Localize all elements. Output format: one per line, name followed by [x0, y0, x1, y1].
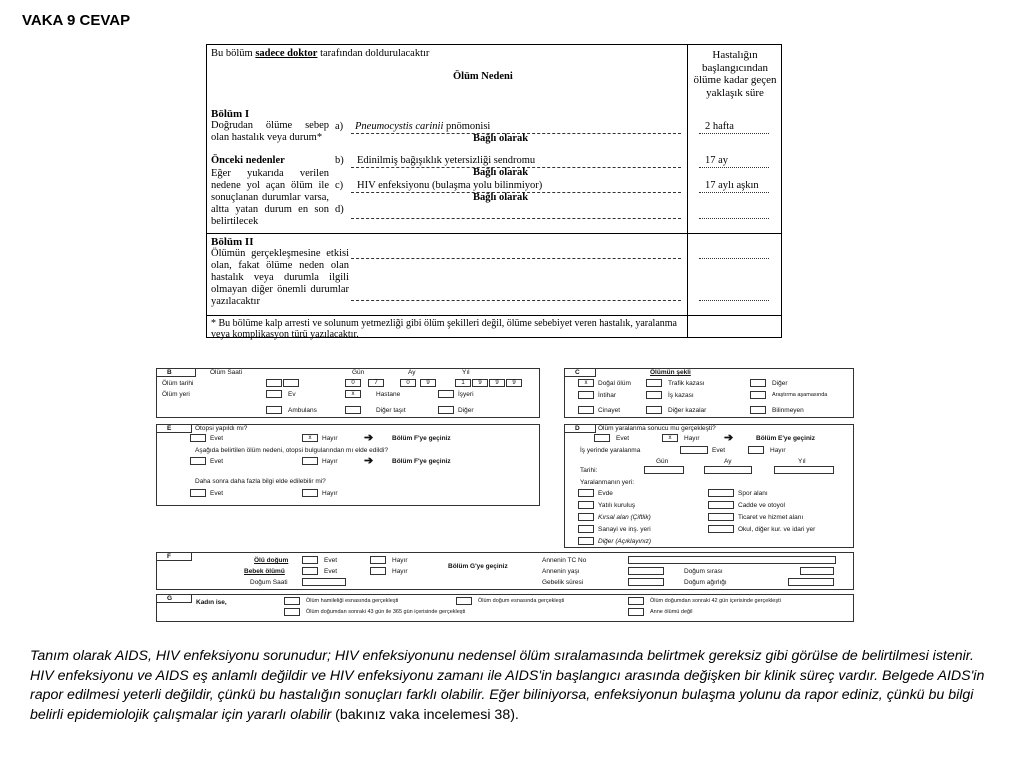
intihar-checkbox[interactable] — [578, 391, 594, 399]
isyeri-checkbox[interactable] — [438, 390, 454, 398]
ev-label: Ev — [288, 391, 296, 398]
line-a-letter: a) — [335, 121, 344, 132]
bulgu-hayir-label: Hayır — [322, 458, 338, 465]
gebelik-label: Gebelik süresi — [542, 579, 584, 586]
arrow-right-icon: ➔ — [364, 432, 374, 444]
duration-b: 17 ay — [705, 155, 729, 166]
bulgu-evet-label: Evet — [210, 458, 224, 465]
sanayi-checkbox[interactable] — [578, 525, 594, 533]
previous-causes-label: Önceki nedenler — [211, 155, 285, 166]
yaralanma-evet-checkbox[interactable] — [594, 434, 610, 442]
dogum-sirasi-box[interactable] — [800, 567, 834, 575]
section-c-letter: C — [564, 368, 596, 377]
yaralanma-hayir-label: Hayır — [684, 435, 700, 442]
olu-dogum-evet-checkbox[interactable] — [302, 556, 318, 564]
line-c-letter: c) — [335, 180, 344, 191]
sonraki-42-label: Ölüm doğumdan sonraki 42 gün içerisinde gerçekleşti — [650, 598, 781, 604]
is-yerinde-label: İş yerinde yaralanma — [580, 447, 641, 454]
hamilelik-label: Ölüm hamileliği esnasında gerçekleşti — [306, 598, 399, 604]
is-yerinde-evet-label: Evet — [712, 447, 726, 454]
anne-olumu-degil-checkbox[interactable] — [628, 608, 644, 616]
is-yerinde-evet-checkbox[interactable] — [680, 446, 708, 454]
fazla-hayir-checkbox[interactable] — [302, 489, 318, 497]
fazla-hayir-label: Hayır — [322, 490, 338, 497]
otopsi-hayir-label: Hayır — [322, 435, 338, 442]
section-e-letter: E — [156, 424, 192, 433]
ticaret-checkbox[interactable] — [708, 513, 734, 521]
arastirma-label: Araştırma aşamasında — [772, 392, 828, 398]
fazla-evet-label: Evet — [210, 490, 224, 497]
line-c-cause: HIV enfeksiyonu (bulaşma yolu bilinmiyor) — [357, 180, 543, 191]
arrow-right-icon: ➔ — [724, 432, 734, 444]
sonraki-43-365-checkbox[interactable] — [284, 608, 300, 616]
sonraki-43-365-label: Ölüm doğumdan sonraki 43 gün ile 365 gün içerisinde gerçekleşti — [306, 609, 466, 615]
arrow-right-icon: ➔ — [364, 455, 374, 467]
olu-dogum-hayir-checkbox[interactable] — [370, 556, 386, 564]
yaralanma-gun-box[interactable] — [644, 466, 684, 474]
duration-column-header: Hastalığın başlangıcından ölüme kadar geçen yaklaşık süre — [693, 49, 777, 99]
death-cause-certificate — [206, 44, 782, 338]
explanation-italic: Tanım olarak AIDS, HIV enfeksiyonu sorunudur; HIV enfeksiyonunu nedensel ölüm sıralamasında belirtmek gereksiz gibi görülse de belirtilmesi istenir. HIV enfeksiyonu ve AIDS eş anlamlı değildir ve HIV enfeksiyonu zamanı ile AIDS'in başlangıcı arasında değişken bir klinik süreç vardır. Belgede AIDS'in rapor edilmesi yeterli değildir, çünkü bu hastalığın sonuçları farklı olabilir. Eğer biliniyorsa, enfeksiyonun bulaşma yolunu da rapor ediniz, çünkü bu bilgi belirli epidemiolojik çalışmalar için yararlı olabilir — [30, 648, 985, 723]
ambulans-label: Ambulans — [288, 407, 317, 414]
okul-checkbox[interactable] — [708, 525, 734, 533]
explanation-paragraph — [30, 647, 990, 725]
duration-c: 17 aylı aşkın — [705, 180, 759, 191]
trafik-label: Trafik kazası — [668, 380, 705, 387]
date-digit-box[interactable]: 9 — [420, 379, 436, 387]
evde-checkbox[interactable] — [578, 489, 594, 497]
bulgu-evet-checkbox[interactable] — [190, 457, 206, 465]
hamilelik-checkbox[interactable] — [284, 597, 300, 605]
olum-yeri-label: Ölüm yeri — [162, 391, 190, 398]
previous-causes-description: Eğer yukarıda verilen nedene yol açan ölüm ile sonuçlanan durumlar varsa, altta yatan durum en son belirtilecek — [211, 168, 329, 227]
anne-olumu-degil-label: Anne ölümü değil — [650, 609, 693, 615]
section-g-letter: G — [156, 594, 192, 603]
bilinmeyen-checkbox[interactable] — [750, 406, 766, 414]
diger-tasit-label: Diğer taşıt — [376, 407, 406, 414]
olum-tarihi-label: Ölüm tarihi — [162, 380, 194, 387]
cinayet-label: Cinayet — [598, 407, 621, 414]
part2-description: Ölümün gerçekleşmesine etkisi olan, fakat ölüme neden olan hastalık veya durumla ilgili olmayan diğer önemli durumlar yazılacaktır — [211, 248, 349, 307]
daha-fazla-question: Daha sonra daha fazla bilgi elde edilebilir mi? — [195, 478, 326, 485]
otopsi-evet-checkbox[interactable] — [190, 434, 206, 442]
diger-yer-label: Diğer — [458, 407, 474, 414]
yatili-label: Yatılı kuruluş — [598, 502, 636, 509]
goto-f-label: Bölüm F'ye geçiniz — [392, 435, 451, 442]
okul-label: Okul, diğer kur. ve idari yer — [738, 526, 816, 533]
section-f-letter: F — [156, 552, 192, 561]
certificate-intro: Bu bölüm sadece doktor tarafından doldurulacaktır — [211, 48, 430, 59]
goto-f-label: Bölüm F'ye geçiniz — [392, 458, 451, 465]
part1-description: Doğrudan ölüme sebep olan hastalık veya durum* — [211, 120, 329, 143]
ay-label: Ay — [408, 369, 416, 376]
intihar-label: İntihar — [598, 392, 617, 399]
part2-title: Bölüm II — [211, 236, 254, 248]
duration-c-rule — [699, 192, 769, 193]
diger-kazalar-label: Diğer kazalar — [668, 407, 707, 414]
hastane-label: Hastane — [376, 391, 401, 398]
gun-label: Gün — [352, 369, 365, 376]
sonraki-42-checkbox[interactable] — [628, 597, 644, 605]
line-a-cause: Pneumocystis carinii pnömonisi — [355, 121, 491, 132]
cinayet-checkbox[interactable] — [578, 406, 594, 414]
section-d-letter: D — [564, 424, 596, 433]
yaralanma-ay-box[interactable] — [704, 466, 752, 474]
part2-duration-rule-1 — [699, 258, 769, 259]
date-digit-box[interactable]: 0 — [400, 379, 416, 387]
yaralanma-question: Ölüm yaralanma sonucu mu gerçekleşti? — [598, 425, 716, 432]
saat-box-2[interactable] — [283, 379, 299, 387]
anne-tc-box[interactable] — [628, 556, 836, 564]
line-b-letter: b) — [335, 155, 344, 166]
line-d-letter: d) — [335, 204, 344, 215]
yaralanma-yeri-label: Yaralanmanın yeri: — [580, 479, 635, 486]
dogum-agirligi-label: Doğum ağırlığı — [684, 579, 727, 586]
part-divider — [207, 233, 781, 234]
anne-yasi-box[interactable] — [628, 567, 664, 575]
dogum-esnasi-label: Ölüm doğum esnasında gerçekleşti — [478, 598, 565, 604]
sanayi-label: Sanayi ve inş. yeri — [598, 526, 651, 533]
diger-tasit-checkbox[interactable] — [345, 406, 361, 414]
bebek-hayir-checkbox[interactable] — [370, 567, 386, 575]
arastirma-checkbox[interactable] — [750, 391, 766, 399]
goto-g-label: Bölüm G'ye geçiniz — [448, 563, 508, 570]
diger-sekil-checkbox[interactable] — [750, 379, 766, 387]
olumun-sekli-label: Ölümün şekli — [650, 369, 691, 376]
part1-title: Bölüm I — [211, 108, 250, 120]
goto-e-label: Bölüm E'ye geçiniz — [756, 435, 815, 442]
kadin-ise-label: Kadın ise, — [196, 599, 227, 606]
otopsi-hayir-checkbox[interactable]: x — [302, 434, 318, 442]
ambulans-checkbox[interactable] — [266, 406, 282, 414]
bagli-olarak-1: Bağlı olarak — [473, 133, 529, 144]
trafik-checkbox[interactable] — [646, 379, 662, 387]
bilinmeyen-label: Bilinmeyen — [772, 407, 804, 414]
yaralanma-hayir-checkbox[interactable]: x — [662, 434, 678, 442]
anne-yasi-label: Annenin yaşı — [542, 568, 580, 575]
date-digit-box[interactable]: 7 — [368, 379, 384, 387]
cadde-label: Cadde ve otoyol — [738, 502, 785, 509]
date-digit-box[interactable]: 9 — [489, 379, 505, 387]
bebek-evet-checkbox[interactable] — [302, 567, 318, 575]
saat-box-1[interactable] — [266, 379, 282, 387]
bulgu-hayir-checkbox[interactable] — [302, 457, 318, 465]
olu-dogum-hayir-label: Hayır — [392, 557, 408, 564]
kirsal-label: Kırsal alan (Çiftlik) — [598, 514, 651, 521]
tarihi-label: Tarihi: — [580, 467, 598, 474]
dogum-saati-label: Doğum Saati — [250, 579, 288, 586]
part2-rule-1 — [351, 258, 681, 259]
yaralanma-yil-box[interactable] — [774, 466, 834, 474]
diger-yer-d-label: Diğer (Açıklayınız) — [598, 538, 652, 545]
diger-kazalar-checkbox[interactable] — [646, 406, 662, 414]
page-title: VAKA 9 CEVAP — [22, 12, 131, 29]
yil-label: Yıl — [462, 369, 470, 376]
footnote-divider — [207, 315, 781, 316]
fazla-evet-checkbox[interactable] — [190, 489, 206, 497]
line-d-rule — [351, 218, 681, 219]
spor-label: Spor alanı — [738, 490, 768, 497]
bebek-olumu-label: Bebek ölümü — [244, 568, 285, 575]
date-digit-box[interactable]: 1 — [455, 379, 471, 387]
otopsi-evet-label: Evet — [210, 435, 224, 442]
is-kazasi-checkbox[interactable] — [646, 391, 662, 399]
dogal-olum-label: Doğal ölüm — [598, 380, 631, 387]
olu-dogum-label: Ölü doğum — [254, 557, 289, 564]
diger-yer-checkbox[interactable] — [438, 406, 454, 414]
is-yerinde-hayir-checkbox[interactable] — [748, 446, 764, 454]
olum-saati-label: Ölüm Saati — [210, 369, 243, 376]
section-b-letter: B — [156, 368, 196, 377]
spor-checkbox[interactable] — [708, 489, 734, 497]
isyeri-label: İşyeri — [458, 391, 474, 398]
duration-a-rule — [699, 133, 769, 134]
duration-b-rule — [699, 167, 769, 168]
otopsi-bulgu-question: Aşağıda belirtilen ölüm nedeni, otopsi bulgularından mı elde edildi? — [195, 447, 388, 454]
cadde-checkbox[interactable] — [708, 501, 734, 509]
hastane-checkbox[interactable]: x — [345, 390, 361, 398]
duration-a: 2 hafta — [705, 121, 734, 132]
bebek-hayir-label: Hayır — [392, 568, 408, 575]
certificate-footnote: * Bu bölüme kalp arresti ve solunum yetmezliği gibi ölüm şekilleri değil, ölüme sebebiyet veren hastalık, yaralanma veya komplikasyon türü yazılacaktır. — [211, 318, 677, 340]
bagli-olarak-3: Bağlı olarak — [473, 192, 529, 203]
yatili-checkbox[interactable] — [578, 501, 594, 509]
evde-label: Evde — [598, 490, 613, 497]
yaralanma-evet-label: Evet — [616, 435, 630, 442]
bebek-evet-label: Evet — [324, 568, 338, 575]
yaralanma-yil-label: Yıl — [798, 458, 806, 465]
dogum-esnasi-checkbox[interactable] — [456, 597, 472, 605]
dogum-sirasi-label: Doğum sırası — [684, 568, 723, 575]
explanation-reference: (bakınız vaka incelemesi 38). — [331, 706, 519, 723]
certificate-heading: Ölüm Nedeni — [453, 71, 513, 82]
olu-dogum-evet-label: Evet — [324, 557, 338, 564]
is-yerinde-hayir-label: Hayır — [770, 447, 786, 454]
date-digit-box[interactable]: 9 — [472, 379, 488, 387]
dogal-olum-checkbox[interactable]: x — [578, 379, 594, 387]
anne-tc-label: Annenin TC No — [542, 557, 587, 564]
kirsal-checkbox[interactable] — [578, 513, 594, 521]
date-digit-box[interactable]: 9 — [506, 379, 522, 387]
line-b-cause: Edinilmiş bağışıklık yetersizliği sendromu — [357, 155, 536, 166]
part2-rule-2 — [351, 300, 681, 301]
date-digit-box[interactable]: 0 — [345, 379, 361, 387]
dogum-saati-box[interactable] — [302, 578, 346, 586]
ev-checkbox[interactable] — [266, 390, 282, 398]
gebelik-box[interactable] — [628, 578, 664, 586]
bagli-olarak-2: Bağlı olarak — [473, 167, 529, 178]
diger-yer-d-checkbox[interactable] — [578, 537, 594, 545]
yaralanma-gun-label: Gün — [656, 458, 669, 465]
ticaret-label: Ticaret ve hizmet alanı — [738, 514, 804, 521]
dogum-agirligi-box[interactable] — [788, 578, 834, 586]
part2-duration-rule-2 — [699, 300, 769, 301]
diger-sekil-label: Diğer — [772, 380, 788, 387]
duration-d-rule — [699, 218, 769, 219]
otopsi-question: Otopsi yapıldı mı? — [195, 425, 248, 432]
is-kazasi-label: İş kazası — [668, 392, 694, 399]
yaralanma-ay-label: Ay — [724, 458, 732, 465]
